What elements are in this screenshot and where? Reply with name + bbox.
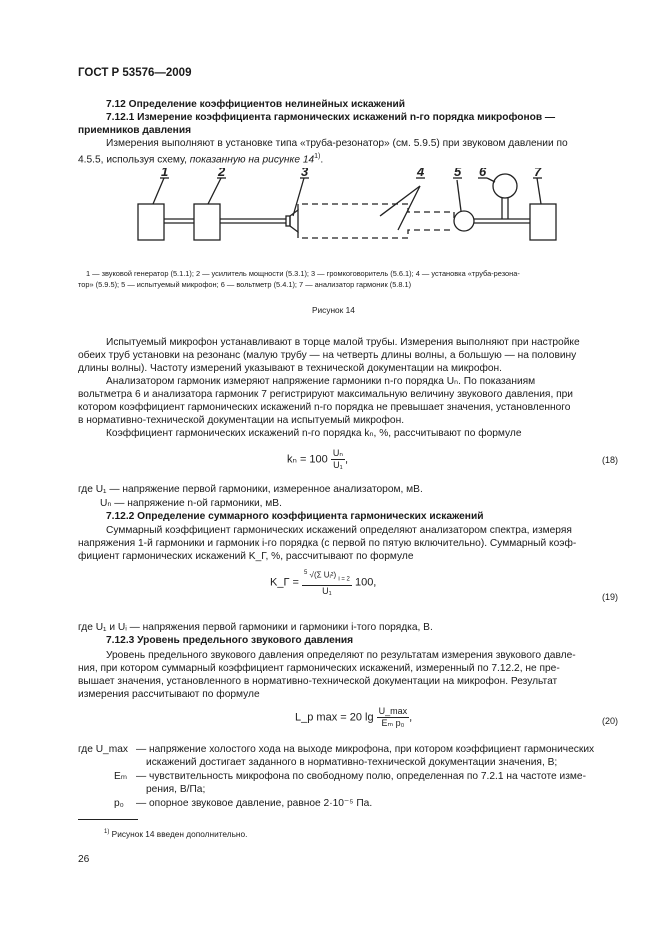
where-line: Uₙ — напряжение n-ой гармоники, мВ. xyxy=(100,498,282,509)
section-7-12-3-title: 7.12.3 Уровень предельного звукового давления xyxy=(106,635,354,646)
paragraph-line: Уровень предельного звукового давления определяют по результатам измерения звукового давле- xyxy=(106,650,576,661)
paragraph-line: Анализатором гармоник измеряют напряжение гармоники n-го порядка Uₙ. По показаниям xyxy=(106,376,536,387)
where-line: где U₁ и Uᵢ — напряжения первой гармоники и гармоники i-того порядка, В. xyxy=(78,622,433,633)
block-harmonic-analyzer xyxy=(530,204,556,240)
where-symbol-umax: где U_max xyxy=(78,744,128,755)
equation-number-19: (19) xyxy=(601,592,618,602)
equation-18: kₙ = 100 $\frac{\text{Uₙ}}{\text{U₁}}$ , xyxy=(287,448,348,470)
microphone-icon xyxy=(454,211,474,231)
section-7-12-2-title: 7.12.2 Определение суммарного коэффициента гармонических искажений xyxy=(106,511,484,522)
footnote: $^{1)}$ Рисунок 14 введен дополнительно. xyxy=(104,828,248,839)
where-line: — опорное звуковое давление, равное 2·10⁻⁵ Па. xyxy=(136,798,373,809)
where-symbol-p0: p₀ xyxy=(114,798,124,809)
block-sound-generator xyxy=(138,204,164,240)
where-line: — напряжение холостого хода на выходе микрофона, при котором коэффициент гармонических xyxy=(136,744,595,755)
paragraph-line: вольтметра 6 и анализатора гармоник 7 регистрируют максимальную величину звукового давления, при xyxy=(78,389,573,400)
footnote-rule xyxy=(78,819,138,820)
voltmeter-icon xyxy=(493,174,517,198)
paragraph-line: Испытуемый микрофон устанавливают в торце малой трубы. Измерения выполняют при настройке xyxy=(106,337,580,348)
paragraph-line: Измерения выполняют в установке типа «труба-резонатор» (см. 5.9.5) при звуковом давлении по xyxy=(106,138,568,149)
equation-20: L_p max = 20 lg U_max Eₘ p₀ , xyxy=(295,706,413,728)
paragraph-line: напряжения 1-й гармоники и гармоник i-го порядка (с первой по пятую включительно). Суммарный коэф- xyxy=(78,538,577,549)
paragraph-line: фициент гармонических искажений K_Г, %, рассчитывают по формуле xyxy=(78,551,414,562)
paragraph-line: Суммарный коэффициент гармонических искажений определяют анализатором спектра, измеряя xyxy=(106,525,572,536)
figure-14-diagram xyxy=(120,168,560,268)
figure-caption: 1 — звуковой генератор (5.1.1); 2 — усилитель мощности (5.3.1); 3 — громкоговоритель (5.6.1); 4 — установка «труба-резона- xyxy=(86,269,520,278)
label-3: 3 xyxy=(301,168,309,179)
paragraph-line: в нормативно-технической документации на испытуемый микрофон. xyxy=(78,415,405,426)
where-symbol-em: Eₘ xyxy=(114,771,128,782)
label-5: 5 xyxy=(454,168,462,179)
paragraph-line: длины волны). Частоту измерений указывают в технической документации на микрофон. xyxy=(78,363,502,374)
where-line: — чувствительность микрофона по свободному полю, определенная по 7.2.1 на частоте изме- xyxy=(136,771,586,782)
block-power-amplifier xyxy=(194,204,220,240)
paragraph-line: обеих труб установки на резонанс (малую трубу — на четверть длины волны, а большую — на половину xyxy=(78,350,577,361)
section-7-12-1-title-cont: приемников давления xyxy=(78,125,192,136)
figure-title: Рисунок 14 xyxy=(312,305,355,315)
equation-number-18: (18) xyxy=(601,455,618,465)
label-4: 4 xyxy=(417,168,425,179)
figure-reference: показанную на рисунке 14 xyxy=(189,154,315,166)
section-7-12-1-title: 7.12.1 Измерение коэффициента гармонических искажений n-го порядка микрофонов — xyxy=(106,112,556,123)
where-line: где U₁ — напряжение первой гармоники, измеренное анализатором, мВ. xyxy=(78,484,423,495)
label-1: 1 xyxy=(161,168,169,179)
paragraph-line: измерения рассчитывают по формуле xyxy=(78,689,260,700)
equation-19: K_Г = $\frac{^5 √(\Sigma Uᵢ^2) _{i = 2}}{\text{U₁}}$ 100, xyxy=(270,570,377,597)
page-number: 26 xyxy=(78,854,90,865)
footnote-ref: 1) xyxy=(314,153,321,160)
paragraph-line: вышает значения, установленного в нормативно-технической документации на микрофон. Результат xyxy=(78,676,558,687)
paragraph-line: 4.5.5, используя схему, показанную на рисунке 14$^{1)}$. xyxy=(78,153,324,166)
where-line: искажений достигает заданного в нормативно-технической документации значения, В; xyxy=(146,757,558,768)
document-header: ГОСТ Р 53576—2009 xyxy=(78,67,192,79)
paragraph-line: котором коэффициент гармонических искажений n-го порядка не превышает значения, установленного xyxy=(78,402,571,413)
figure-caption-cont: тор» (5.9.5); 5 — испытуемый микрофон; 6 — вольтметр (5.4.1); 7 — анализатор гармоник (5.8.1) xyxy=(78,280,412,289)
paragraph-line: Коэффициент гармонических искажений n-го порядка kₙ, %, рассчитывают по формуле xyxy=(106,428,522,439)
where-line: рения, В/Па; xyxy=(146,784,206,795)
label-7: 7 xyxy=(534,168,542,179)
label-6: 6 xyxy=(479,168,487,179)
paragraph-line: ния, при котором суммарный коэффициент гармонических искажений, измеренный по 7.12.2, не пре- xyxy=(78,663,560,674)
equation-number-20: (20) xyxy=(601,716,618,726)
label-2: 2 xyxy=(218,168,226,179)
section-7-12-title: 7.12 Определение коэффициентов нелинейных искажений xyxy=(106,99,406,110)
